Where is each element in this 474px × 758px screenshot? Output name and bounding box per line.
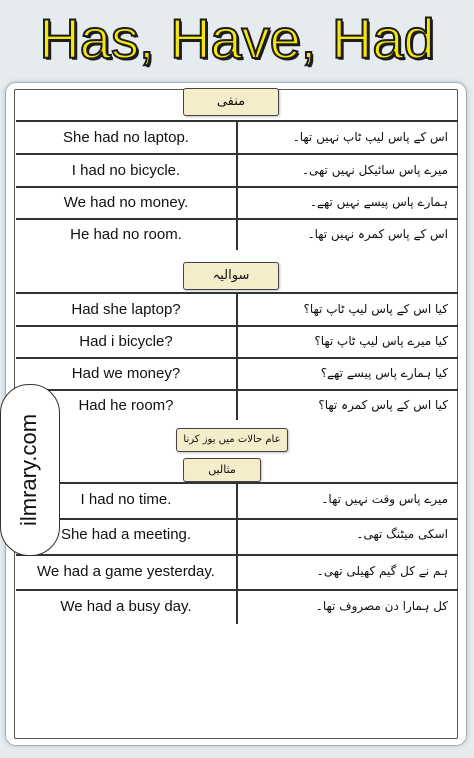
english-sentence: Had she laptop? <box>71 301 181 318</box>
urdu-translation: اسکی میٹنگ تھی۔ <box>356 527 448 541</box>
table-row <box>16 218 458 251</box>
english-sentence: I had no time. <box>80 491 172 508</box>
section-label-question: سوالیہ <box>183 262 279 290</box>
english-sentence: We had a busy day. <box>60 598 192 615</box>
site-watermark-label: ilmrary.com <box>0 384 60 556</box>
urdu-translation: کیا میرے پاس لیپ ٹاپ تھا؟ <box>314 334 448 348</box>
english-sentence: He had no room. <box>70 226 182 243</box>
table-row <box>16 186 458 219</box>
table-row <box>16 325 458 358</box>
english-sentence: Had i bicycle? <box>79 333 173 350</box>
urdu-translation: میرے پاس وقت نہیں تھا۔ <box>321 492 448 506</box>
urdu-translation: ہمارے پاس پیسے نہیں تھے۔ <box>309 195 448 209</box>
urdu-translation: اس کے پاس کمرہ نہیں تھا۔ <box>307 227 448 241</box>
urdu-translation: کل ہمارا دن مصروف تھا۔ <box>315 599 448 613</box>
table-row <box>16 518 458 551</box>
table-row <box>16 590 458 623</box>
page-title: Has, Have, Had <box>39 7 435 70</box>
section-label-usage: عام حالات میں یوز کرنا <box>176 428 288 452</box>
urdu-translation: کیا ہمارے پاس پیسے تھے؟ <box>320 366 448 380</box>
english-sentence: We had a game yesterday. <box>37 563 215 580</box>
urdu-translation: اس کے پاس لیپ ٹاپ نہیں تھا۔ <box>292 130 448 144</box>
table-row <box>16 121 458 154</box>
table-row <box>16 293 458 326</box>
english-sentence: We had no money. <box>63 194 189 211</box>
english-sentence: Had we money? <box>71 365 181 382</box>
urdu-translation: ہم نے کل گیم کھیلی تھی۔ <box>316 564 448 578</box>
table-row <box>16 357 458 390</box>
urdu-translation: میرے پاس سائیکل نہیں تھی۔ <box>301 163 448 177</box>
english-sentence: She had no laptop. <box>63 129 189 146</box>
urdu-translation: کیا اس کے پاس کمرہ تھا؟ <box>318 398 448 412</box>
table-row <box>16 555 458 588</box>
section-label-negative: منفی <box>183 88 279 116</box>
table-row <box>16 483 458 516</box>
table-row <box>16 154 458 187</box>
english-sentence: I had no bicycle. <box>71 162 181 179</box>
urdu-translation: کیا اس کے پاس لیپ ٹاپ تھا؟ <box>303 302 448 316</box>
english-sentence: She had a meeting. <box>60 526 192 543</box>
section-sublabel-examples: مثالیں <box>183 458 261 482</box>
english-sentence: Had he room? <box>78 397 174 414</box>
table-row <box>16 389 458 422</box>
